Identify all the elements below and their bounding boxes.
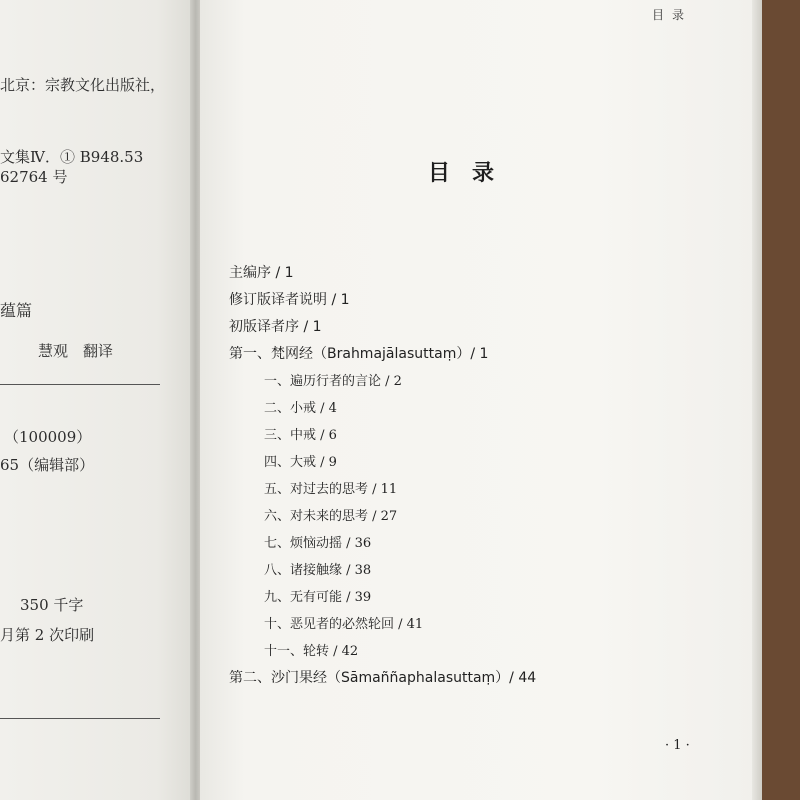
left-rule-bottom <box>0 718 160 719</box>
toc-entry: 三、中戒 / 6 <box>264 428 337 443</box>
page-number: · 1 · <box>665 738 690 753</box>
toc-entry: 第二、沙门果经（Sāmaññaphalasuttaṃ）/ 44 <box>229 670 537 686</box>
left-text-cip-number: 62764 号 <box>0 168 68 186</box>
toc-entry: 修订版译者说明 / 1 <box>229 292 350 308</box>
toc-entry: 十一、轮转 / 42 <box>264 644 359 659</box>
left-text-translator: 慧观 翻译 <box>38 342 114 360</box>
toc-entry: 六、对未来的思考 / 27 <box>264 509 398 524</box>
left-page <box>0 0 196 800</box>
left-text-wordcount: 350 千字 <box>20 596 84 614</box>
toc-entry: 初版译者序 / 1 <box>229 319 322 335</box>
left-rule-top <box>0 384 160 385</box>
left-text-volume: 蕴篇 <box>0 301 33 320</box>
left-text-printing: 月第 2 次印刷 <box>0 626 95 644</box>
left-text-phone: 65（编辑部） <box>0 456 95 474</box>
left-text-publisher: 北京：宗教文化出版社， <box>0 76 166 94</box>
left-text-postcode: （100009） <box>4 428 92 446</box>
toc-entry: 五、对过去的思考 / 11 <box>264 482 398 497</box>
toc-entry: 第一、梵网经（Brahmajālasuttaṃ）/ 1 <box>229 346 489 362</box>
left-text-cip: 文集Ⅳ．① B948.53 <box>0 148 144 166</box>
toc-entry: 八、诸接触缘 / 38 <box>264 563 372 578</box>
toc-entry: 主编序 / 1 <box>229 265 294 281</box>
running-header: 目录 <box>652 8 693 22</box>
page-edge <box>752 0 762 800</box>
toc-entry: 一、遍历行者的言论 / 2 <box>264 374 402 389</box>
toc-entry: 七、烦恼动摇 / 36 <box>264 536 372 551</box>
toc-entry: 九、无有可能 / 39 <box>264 590 372 605</box>
toc-title: 目录 <box>428 160 517 186</box>
toc-entry: 二、小戒 / 4 <box>264 401 337 416</box>
toc-entry: 四、大戒 / 9 <box>264 455 337 470</box>
toc-entry: 十、恶见者的必然轮回 / 41 <box>264 617 424 632</box>
